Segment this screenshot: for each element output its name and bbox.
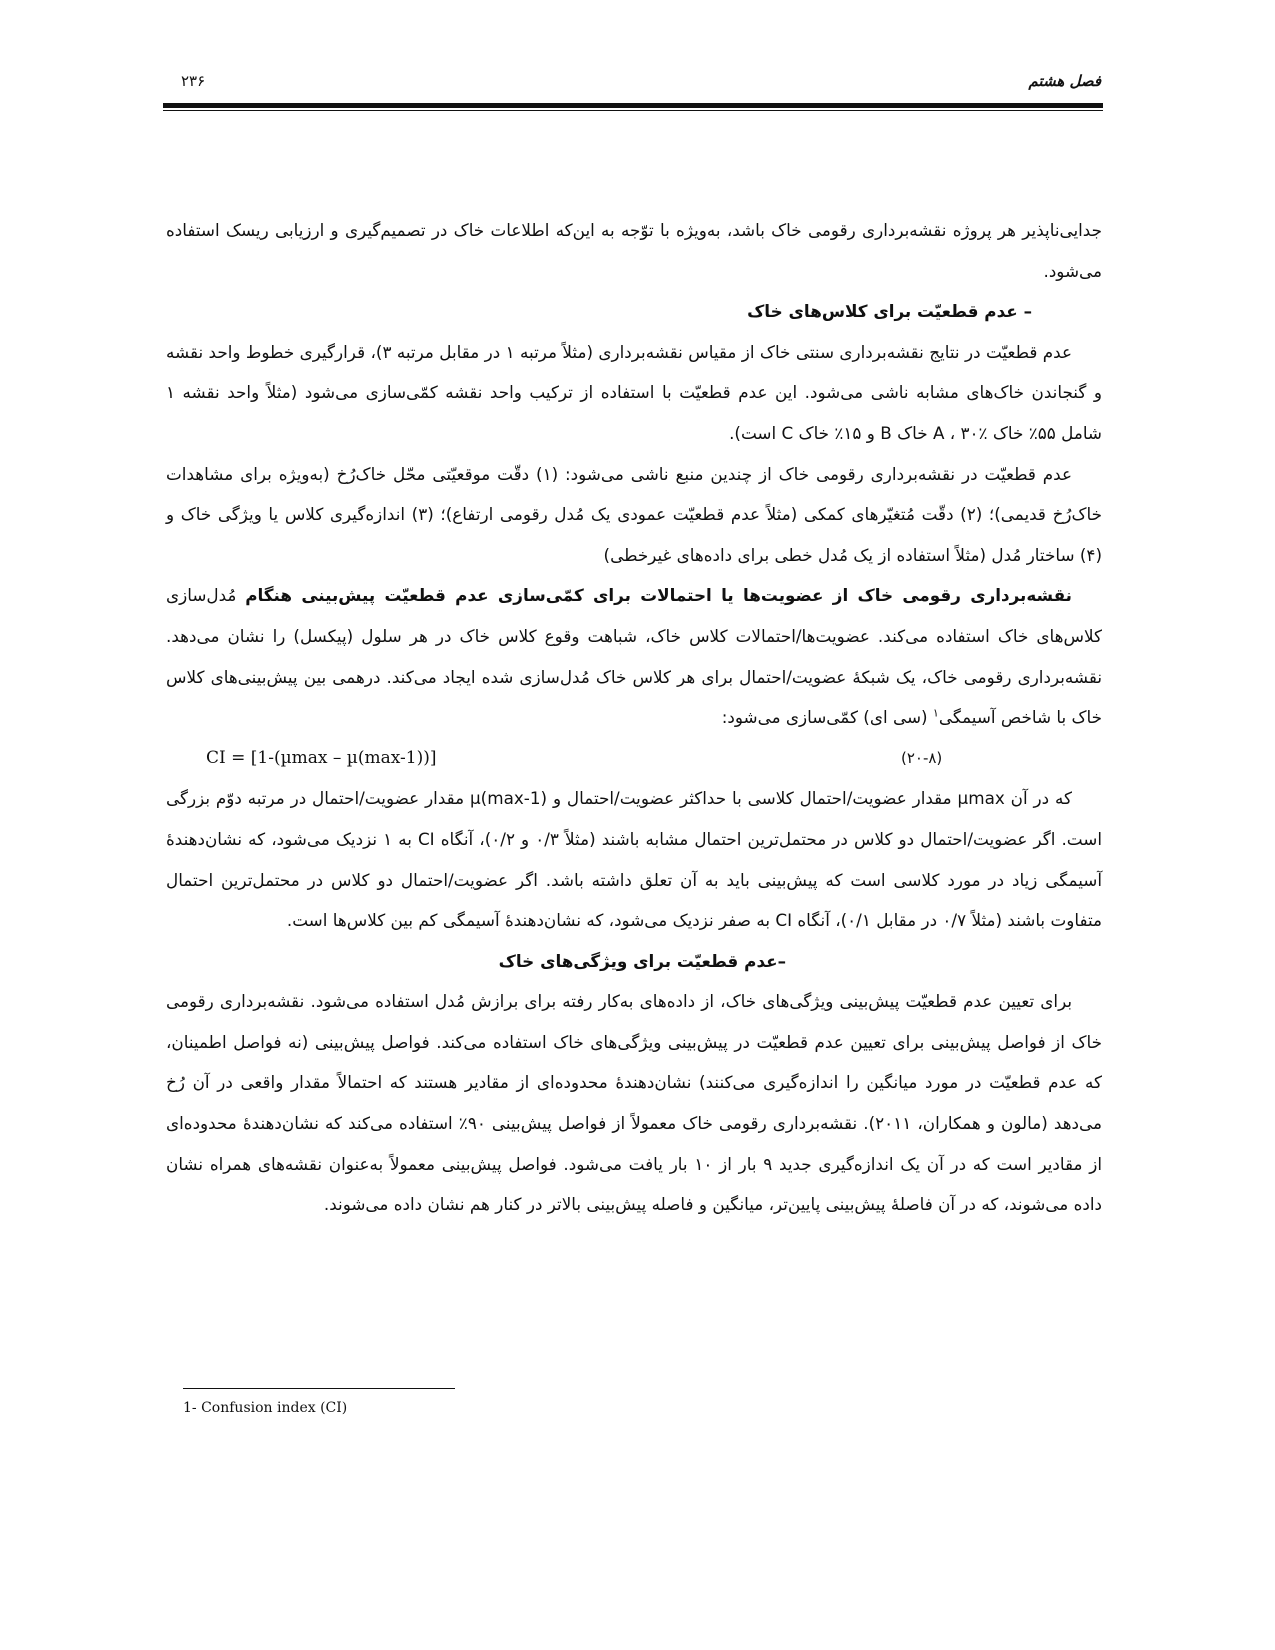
footnote-marker: ۱ [932,706,939,720]
equation-number: (۲۰-۸) [901,748,943,767]
paragraph-bold-lead: نقشه‌برداری رقومی خاک از عضویت‌ها یا احتمالات برای کمّی‌سازی عدم قطعیّت پیش‌بینی هنگام [245,585,1072,606]
section-heading-soil-properties: –عدم قطعیّت برای ویژگی‌های خاک [498,950,786,971]
equation-formula: CI = [1-(µmax – µ(max-1))] [206,747,437,768]
equation-row [166,738,1102,779]
header-rule-thin [163,110,1103,111]
footnote: 1- Confusion index (CI) [183,1400,348,1416]
paragraph-intro: جدایی‌ناپذیر هر پروژه نقشه‌برداری رقومی خاک باشد، به‌ویژه با توّجه به این‌که اطلاعات خاک در تصمیم‌گیری و ارزیابی ریسک استفاده می‌شود. [166,220,1102,281]
page-number: ۲۳۶ [181,72,206,90]
paragraph-prediction-intervals: برای تعیین عدم قطعیّت پیش‌بینی ویژگی‌های خاک، از داده‌های به‌کار رفته برای برازش مُدل استفاده می‌شود. نقشه‌برداری رقومی خاک از فواصل پیش‌بینی برای تعیین عدم قطعیّت در پیش‌بینی ویژگی‌های خاک استفاده می‌کند. فواصل پیش‌بینی (نه فواصل اطمینان، که عدم قطعیّت در مورد میانگین را اندازه‌گیری می‌کنند) نشان‌دهندهٔ محدوده‌ای از مقادیر هستند که احتمالاً مقدار واقعی در آن رُخ می‌دهد (مالون و همکاران، ۲۰۱۱). نقشه‌برداری رقومی خاک معمولاً از فواصل پیش‌بینی ۹۰٪ استفاده می‌کند که نشان‌دهندهٔ محدوده‌ای از مقادیر است که در آن یک اندازه‌گیری جدید ۹ بار از ۱۰ بار یافت می‌شود. فواصل پیش‌بینی معمولاً به‌عنوان نقشه‌های همراه نشان داده می‌شوند، که در آن فاصلهٔ پیش‌بینی پایین‌تر، میانگین و فاصله پیش‌بینی بالاتر در کنار هم نشان داده می‌شوند. [166,991,1102,1215]
chapter-title: فصل هشتم [1028,72,1101,90]
page-header [163,62,1103,102]
section-heading-soil-classes: – عدم قطعیّت برای کلاس‌های خاک [747,301,1032,322]
paragraph-ci-explanation: که در آن µmax مقدار عضویت/احتمال کلاسی با حداکثر عضویت/احتمال و µ(max-1) مقدار عضویت/احتمال در مرتبه دوّم بزرگی است. اگر عضویت/احتمال دو کلاس در محتمل‌ترین احتمال مشابه باشند (مثلاً ۰/۳ و ۰/۲)، آنگاه CI به ۱ نزدیک می‌شود، که نشان‌دهندهٔ آسیمگی زیاد در مورد کلاسی است که پیش‌بینی باید به آن تعلق داشته باشد. اگر عضویت/احتمال دو کلاس در محتمل‌ترین احتمال متفاوت باشند (مثلاً ۰/۷ در مقابل ۰/۱)، آنگاه CI به صفر نزدیک می‌شود، که نشان‌دهندهٔ آسیمگی کم بین کلاس‌ها است. [166,788,1102,931]
paragraph-traditional-uncertainty: عدم قطعیّت در نتایج نقشه‌برداری سنتی خاک از مقیاس نقشه‌برداری (مثلاً مرتبه ۱ در مقابل مرتبه ۳)، قرارگیری خطوط واحد نقشه و گنجاندن خاک‌های مشابه ناشی می‌شود. این عدم قطعیّت با استفاده از ترکیب واحد نقشه کمّی‌سازی می‌شود (مثلاً واحد نقشه ۱ شامل ۵۵٪ خاک A ، ۳۰٪ خاک B و ۱۵٪ خاک C است). [166,341,1102,443]
header-rule-thick [163,103,1103,108]
paragraph-memberships-body: مُدل‌سازی کلاس‌های خاک استفاده می‌کند. عضویت‌ها/احتمالات کلاس خاک، شباهت وقوع کلاس خاک در هر سلول (پیکسل) را نشان می‌دهد. نقشه‌برداری رقومی خاک، یک شبکهٔ عضویت/احتمال برای هر کلاس خاک مُدل‌سازی شده ایجاد می‌کند. درهمی بین پیش‌بینی‌های کلاس خاک با شاخص آسیمگی [166,585,1102,728]
footnote-rule [183,1388,455,1389]
paragraph-memberships-end: (سی ای) کمّی‌سازی می‌شود: [721,707,933,728]
paragraph-memberships [166,575,1102,737]
body-text [166,210,1102,1225]
paragraph-dsm-sources: عدم قطعیّت در نقشه‌برداری رقومی خاک از چندین منبع ناشی می‌شود: (۱) دقّت موقعیّتی محّل خاک‌رُخ (به‌ویژه برای مشاهدات خاک‌رُخ قدیمی)؛ (۲) دقّت مُتغیّرهای کمکی (مثلاً عدم قطعیّت عمودی یک مُدل رقومی ارتفاع)؛ (۳) اندازه‌گیری کلاس یا ویژگی خاک و (۴) ساختار مُدل (مثلاً استفاده از یک مُدل خطی برای داده‌های غیرخطی) [166,463,1103,565]
